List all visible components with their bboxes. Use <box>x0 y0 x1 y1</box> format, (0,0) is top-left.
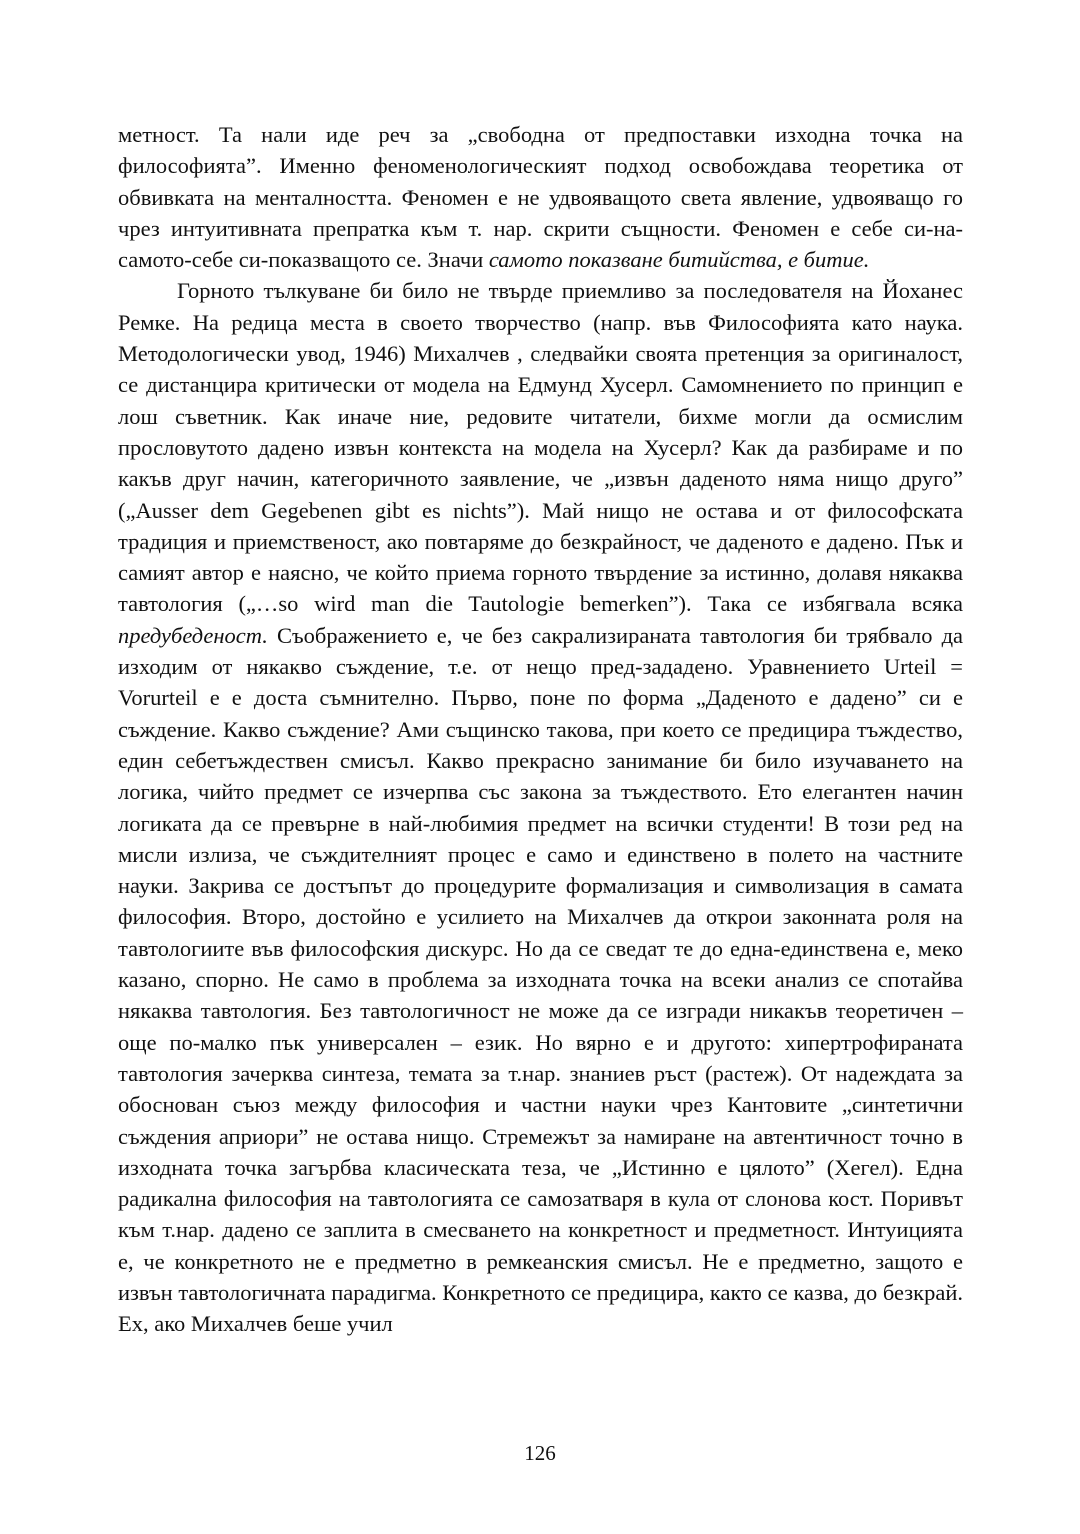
paragraph-2-emphasis: предубеденост. <box>118 622 268 648</box>
paragraph-2 <box>118 275 963 1339</box>
paragraph-1-emphasis: самото показване битийства, е битие. <box>488 247 870 273</box>
page-number: 126 <box>524 1441 556 1465</box>
body-text <box>118 119 963 1340</box>
paragraph-2-text-a: Горното тълкуване би било не твърде приемливо за последователя на Йоханес Ремке. На редица места в своето творчество (напр. във Философията като наука. Методологически увод, 1946) Михалчев , следвайки своята претенция за оригиналост, се дистанцира критически от модела на Едмунд Хусерл. Самомнението по принцип е лош съветник. Как иначе ние, редовите читатели, бихме могли да осмислим прословутото дадено извън контекста на модела на Хусерл? Как да разбираме и по какъв друг начин, категоричното заявление, че „извън даденото няма нищо друго” („Ausser dem Gegebenen gibt es nichts”). Май нищо не остава и от философската традиция и приемственост, ако повтаряме до безкрайност, че даденото е дадено. Пък и самият автор е наясно, че който приема горното твърдение за истинно, долавя някаква тавтология („…so wird man die Tautologie bemerken”). Така се избягвала всяка <box>118 278 963 617</box>
paragraph-1-text: метност. Та нали иде реч за „свободна от предпоставки изходна точка на философията”. Именно феноменологическият подход освобождава теоретика от обвивката на менталността. Феномен е не удвояващото света явление, удвояващо го чрез интуитивната препратка към т. нар. скрити същности. Феномен е себе си-на-самото-себе си-показващото се. Значи <box>118 122 963 273</box>
paragraph-2-text-b: Съображението е, че без сакрализираната тавтология би трябвало да изходим от някакво съждение, т.е. от нещо пред-зададено. Уравнението Urteil = Vorurteil е е доста съмнително. Първо, поне по форма „Даденото е дадено” си е съждение. Какво съждение? Ами същинско такова, при което се предицира тъждество, един себетъждествен смисъл. Какво прекрасно занимание би било изучаването на логика, чийто предмет се изчерпва със закона за тъждеството. Ето елегантен начин логиката да се превърне в най-любимия предмет на всички студенти! В този ред на мисли излиза, че съждителният процес е само и единствено в полето на частните науки. Закрива се достъпът до процедурите формализация и символизация в самата философия. Второ, достойно е усилието на Михалчев да открои законната роля на тавтологиите във философския дискурс. Но да се сведат те до една-единствена е, меко казано, спорно. Не само в проблема за изходната точка на всеки анализ се спотайва някаква тавтология. Без тавтологичност не може да се изгради никакъв теоретичен – още по-малко пък универсален – език. Но вярно е и другото: хипертрофираната тавтология зачерква синтеза, темата за т.нар. знаниев ръст (растеж). От надеждата за обоснован съюз между философия и частни науки чрез Кантовите „синтетични съждения априори” не остава нищо. Стремежът за намиране на автентичност точно в изходната точка загърбва класическата теза, че „Истинно е цялото” (Хегел). Една радикална философия на тавтологията се самозатваря в кула от слонова кост. Поривът към т.нар. дадено се заплита в смесването на конкретност и предметност. Интуицията е, че конкретното не е предметно в ремкеанския смисъл. Не е предметно, защото е извън тавтологичната парадигма. Конкретното се предицира, както се казва, до безкрай. Ех, ако Михалчев беше учил <box>118 622 963 1337</box>
paragraph-1 <box>118 119 963 275</box>
